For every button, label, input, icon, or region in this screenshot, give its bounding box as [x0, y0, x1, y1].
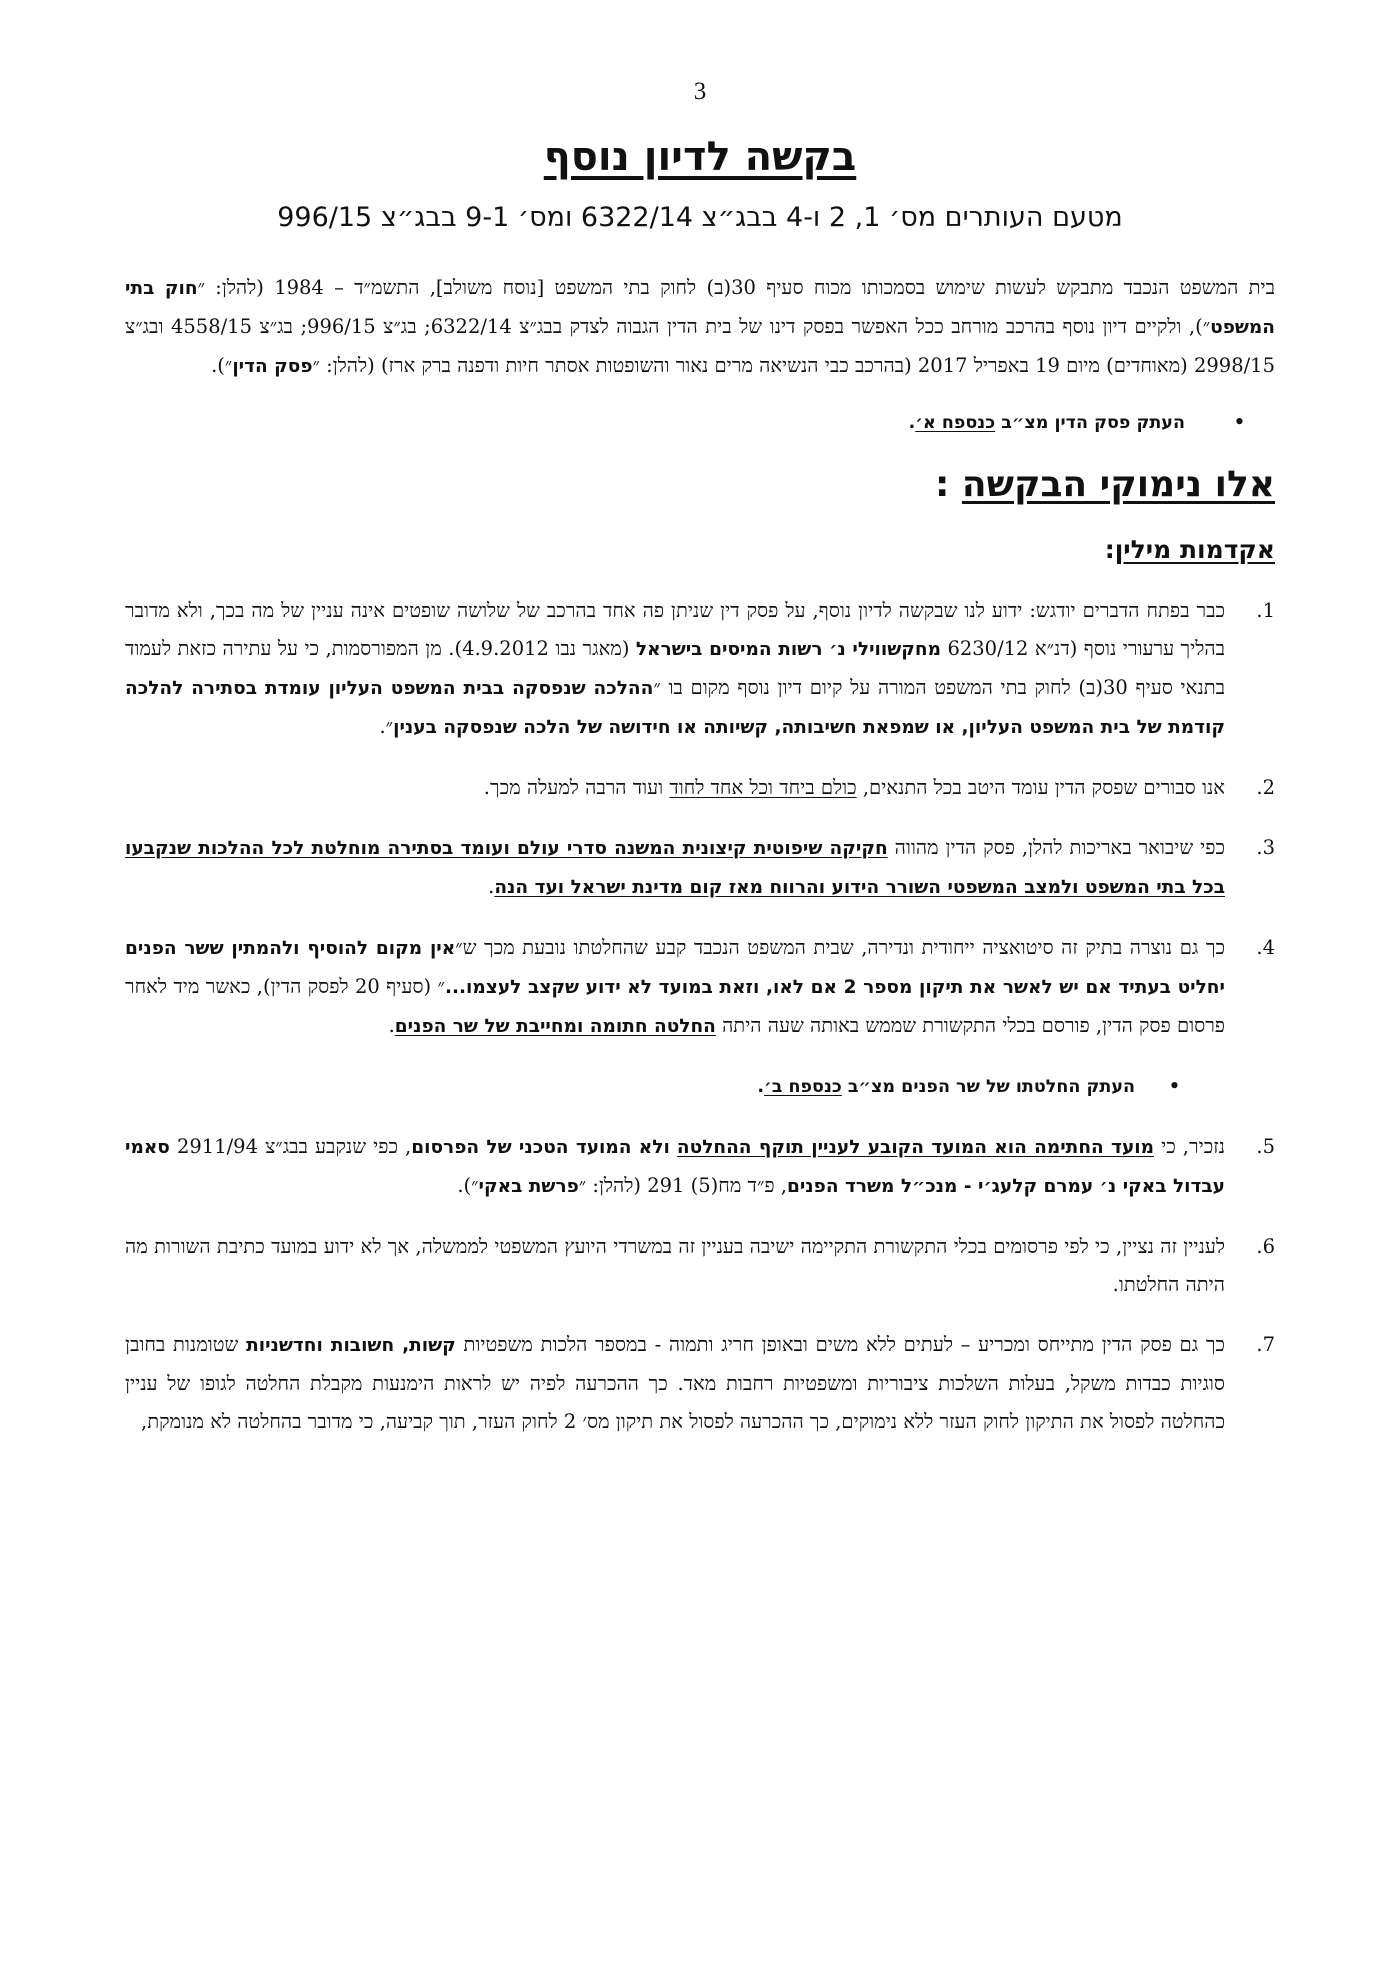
document-subtitle: מטעם העותרים מס׳ 1, 2 ו-4 בבג״צ 6322/14 ומס׳ 9-1 בבג״צ 996/15 [277, 202, 1123, 233]
sub-heading-text: אקדמות מילין [1114, 535, 1275, 564]
appendix-b-text: העתק החלטתו של שר הפנים מצ״ב [841, 1077, 1135, 1097]
list-item [125, 1128, 1275, 1206]
item-text: (מאגר נבו 4.9.2012). מן המפורסמות, כי על עתירה כזאת לעמוד בתנאי סעיף 30(ב) לחוק בתי המשפט המורה על קיום דיון נוסף מקום בו ״ [125, 637, 1225, 699]
item-bold-underline: מועד החתימה הוא המועד הקובע לעניין תוקף ההחלטה [676, 1137, 1154, 1158]
appendix-a-label: כנספח א׳ [915, 413, 996, 433]
item-text [670, 1135, 677, 1158]
item-text: כך גם פסק הדין מתייחס ומכריע – לעתים ללא משים ובאופן חריג ותמוה - במספר הלכות משפטיות [455, 1333, 1225, 1356]
intro-text-3: ״). [211, 354, 233, 377]
intro-defined-term-1: חוק בתי המשפט [125, 278, 1276, 338]
item-bold: קשות, חשובות וחדשניות [246, 1335, 456, 1356]
list-item [125, 769, 1275, 807]
item-bold: פרשת באקי [478, 1176, 579, 1197]
item-text: ״ (סעיף 20 לפסק הדין), כאשר מיד לאחר פרסום פסק הדין, פורסם בכלי התקשורת שממש באותה שעה היתה [125, 975, 1225, 1037]
item-number: 5. [1256, 1135, 1275, 1158]
appendix-a-bullet [125, 404, 1275, 442]
section-heading-text: אלו נימוקי הבקשה [961, 464, 1275, 505]
item-bold: ההלכה שנפסקה בבית המשפט העליון עומדת בסתירה להלכה קודמת של בית המשפט העליון, או שמפאת חשיבותה, קשיותה או חידושה של הלכה שנפסקה בענין [125, 678, 1225, 738]
item-number: 3. [1256, 836, 1275, 859]
item-underline: כולם ביחד וכל אחד לחוד [669, 776, 857, 799]
item-text: כבר בפתח הדברים יודגש: ידוע לנו שבקשה לדיון נוסף, על פסק דין שניתן פה אחד בהרכב של שלושה שופטים אינה עניין של מה בכך, ולא מדובר בהליך ערעורי נוסף (דנ״א 6230/12 [125, 599, 1225, 660]
numbered-list-continued [125, 1128, 1275, 1441]
numbered-list [125, 592, 1275, 1046]
item-bold: אין מקום להוסיף ולהמתין ששר הפנים יחליט בעתיד אם יש לאשר את תיקון מספר 2 אם לאו, וזאת במועד לא ידוע שקצב לעצמו... [125, 938, 1225, 998]
appendix-b-end: . [757, 1077, 764, 1097]
item-text: . [388, 1014, 395, 1037]
item-text: ועוד הרבה למעלה מכך. [483, 776, 670, 799]
page-number: 3 [693, 78, 707, 105]
item-bold-underline: החלטה חתומה ומחייבת של שר הפנים [394, 1016, 716, 1037]
item-text: כך גם נוצרה בתיק זה סיטואציה ייחודית ונדירה, שבית המשפט הנכבד קבע שהחלטתו נובעת מכך ש״ [455, 936, 1225, 959]
item-bold-underline: חקיקה שיפוטית קיצונית המשנה סדרי עולם ועומד בסתירה מוחלטת לכל ההלכות שנקבעו בכל בתי המשפט ולמצב המשפטי השורר הידוע והרווח מאז קום מדינת ישראל ועד הנה [125, 838, 1225, 898]
sub-heading [125, 535, 1275, 564]
section-heading-colon: : [934, 464, 950, 505]
item-text: נזכיר, כי [1154, 1135, 1226, 1158]
item-number: 4. [1256, 936, 1275, 959]
item-number: 1. [1256, 599, 1275, 622]
section-heading [125, 464, 1275, 505]
item-number: 6. [1256, 1235, 1275, 1258]
list-item [125, 829, 1275, 907]
intro-defined-term-2: פסק הדין [232, 356, 313, 377]
item-text: כפי שיבואר באריכות להלן, פסק הדין מהווה [887, 836, 1225, 859]
item-number: 7. [1256, 1333, 1275, 1356]
list-item [125, 592, 1275, 747]
intro-text-1: בית המשפט הנכבד מתבקש לעשות שימוש בסמכותו מכוח סעיף 30(ב) לחוק בתי המשפט [נוסח משולב], התשמ״ד – 1984 (להלן: ״ [197, 276, 1275, 299]
item-text: ״. [379, 715, 394, 738]
item-bold: סאמי עבדול באקי נ׳ עמרם קלעג׳י - מנכ״ל משרד הפנים [125, 1137, 1225, 1197]
appendix-a-end: . [908, 413, 916, 433]
item-text: , כפי שנקבע בבג״צ 2911/94 [169, 1135, 412, 1158]
intro-text-2: ״), ולקיים דיון נוסף בהרכב מורחב ככל האפשר בפסק דינו של בית הדין הגבוה לצדק בבג״צ 6322/14; בג״צ 996/15; בג״צ 4558/15 ובג״צ 2998/15 (מאוחדים) מיום 19 באפריל 2017 (בהרכב כבי הנשיאה מרים נאור והשופטות אסתר חיות ודפנה ברק ארז) (להלן: ״ [125, 315, 1275, 377]
item-number: 2. [1256, 776, 1275, 799]
appendix-a-text: העתק פסק הדין מצ״ב [995, 413, 1185, 433]
appendix-b-bullet [125, 1068, 1275, 1106]
list-item [125, 1326, 1275, 1441]
list-item [125, 929, 1275, 1046]
item-text: אנו סבורים שפסק הדין עומד היטב בכל התנאים, [856, 776, 1225, 799]
appendix-a-note [125, 404, 1275, 442]
item-bold: ולא המועד הטכני של הפרסום [411, 1137, 670, 1158]
appendix-b-note [125, 1068, 1275, 1106]
item-text: לעניין זה נציין, כי לפי פרסומים בכלי התקשורת התקיימה ישיבה בעניין זה במשרדי היועץ המשפטי לממשלה, אך לא ידוע במועד כתיבת השורות מה היתה החלטתו. [125, 1235, 1225, 1296]
sub-heading-colon: : [1104, 535, 1115, 564]
intro-paragraph [125, 269, 1275, 386]
item-text: . [488, 875, 495, 898]
item-bold: מחקשווילי נ׳ רשות המיסים בישראל [635, 639, 941, 660]
document-title: בקשה לדיון נוסף [543, 134, 857, 180]
item-text: ״). [457, 1174, 479, 1197]
item-text: , פ״ד מח(5) 291 (להלן: ״ [578, 1174, 787, 1197]
list-item [125, 1228, 1275, 1304]
item-text: שטומנות בחובן סוגיות כבדות משקל, בעלות השלכות ציבוריות ומשפטיות רחבות מאד. כך ההכרעה לפיה יש לראות הימנעות מקבלת החלטה לגופו של עניין כהחלטה לפסול את התיקון לחוק העזר ללא נימוקים, כך ההכרעה לפסול את תיקון מס׳ 2 לחוק העזר, תוך קביעה, כי מדובר בהחלטה לא מנומקת, [125, 1333, 1225, 1433]
appendix-b-label: כנספח ב׳ [763, 1077, 842, 1097]
